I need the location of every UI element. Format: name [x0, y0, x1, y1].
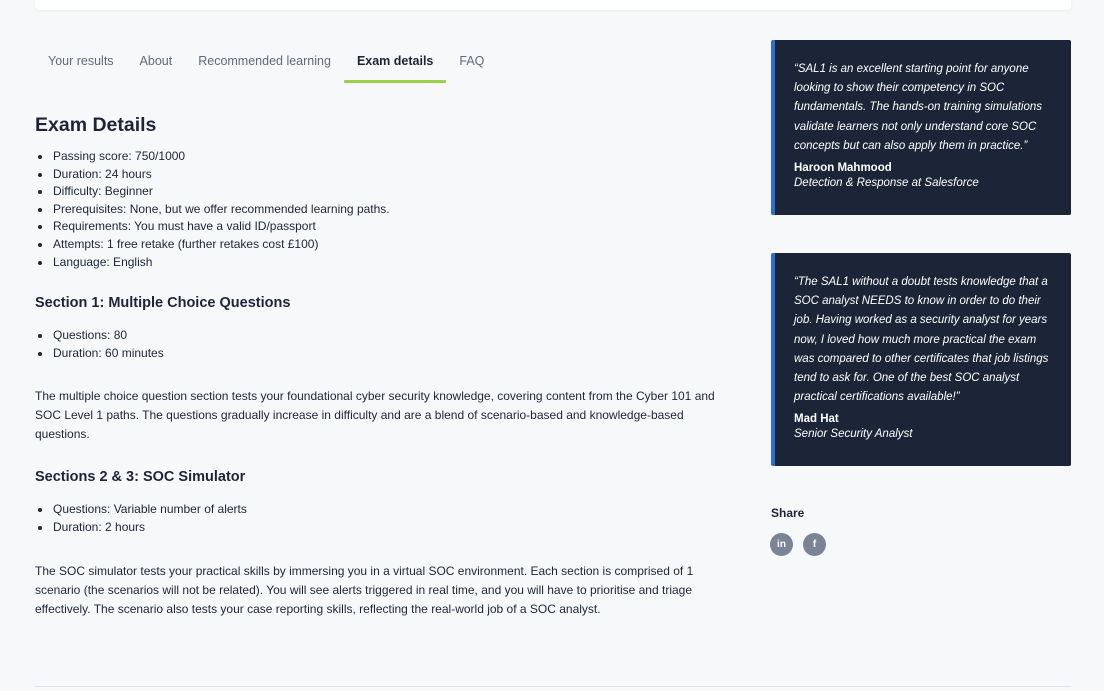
divider	[35, 686, 1071, 687]
list-item: Questions: 80	[35, 327, 725, 345]
list-item: Language: English	[35, 254, 725, 272]
facebook-icon: f	[812, 539, 817, 550]
testimonial-role: Detection & Response at Salesforce	[794, 177, 979, 190]
tab-exam-details[interactable]: Exam details	[344, 50, 446, 83]
page-title: Exam Details	[35, 114, 157, 136]
linkedin-icon: in	[777, 539, 786, 550]
testimonial-card	[771, 40, 1071, 215]
testimonial-quote: “SAL1 is an excellent starting point for anyone looking to show their competency in SOC fundamentals. The hands-on training simulations validate learners not only understand core SOC concepts but can also apply them in practice.”	[794, 63, 1043, 152]
linkedin-share-button[interactable]	[770, 533, 793, 556]
exam-details-content	[35, 114, 725, 619]
tab-faq[interactable]: FAQ	[459, 54, 485, 68]
list-item: Duration: 60 minutes	[35, 345, 725, 363]
tab-your-results[interactable]: Your results	[48, 54, 114, 68]
section2-list	[35, 501, 725, 536]
tab-about[interactable]: About	[139, 54, 173, 68]
section2-description: The SOC simulator tests your practical skills by immersing you in a virtual SOC environment. Each section is comprised of 1 scenario (the scenarios will not be related). You will see alerts triggered in real time, and you will have to prioritise and triage effectively. The scenario also tests your case reporting skills, reflecting the real-world job of a SOC analyst.	[35, 563, 694, 616]
top-card	[35, 0, 1071, 10]
testimonial-quote: “The SAL1 without a doubt tests knowledge that a SOC analyst NEEDS to know in order to do their job. Having worked as a security analyst for years now, I loved how much more practical the exam was compared to other certificates that job listings tend to ask for. One of the best SOC analyst practical certifications available!”	[794, 276, 1049, 404]
list-item: Duration: 2 hours	[35, 519, 725, 537]
testimonial-role: Senior Security Analyst	[794, 428, 913, 441]
list-item: Passing score: 750/1000	[35, 148, 725, 166]
section1-heading: Section 1: Multiple Choice Questions	[35, 295, 291, 312]
list-item: Questions: Variable number of alerts	[35, 501, 725, 519]
section1-list	[35, 327, 725, 362]
tab-bar	[35, 50, 497, 83]
share-title: Share	[771, 506, 805, 520]
testimonial-card	[771, 253, 1071, 466]
list-item: Attempts: 1 free retake (further retakes cost £100)	[35, 236, 725, 254]
exam-details-list	[35, 148, 725, 271]
section2-heading: Sections 2 & 3: SOC Simulator	[35, 469, 246, 486]
list-item: Difficulty: Beginner	[35, 183, 725, 201]
list-item: Prerequisites: None, but we offer recommended learning paths.	[35, 201, 725, 219]
tab-recommended-learning[interactable]: Recommended learning	[198, 54, 331, 68]
section1-description: The multiple choice question section tests your foundational cyber security knowledge, covering content from the Cyber 101 and SOC Level 1 paths. The questions gradually increase in difficulty and are a blend of scenario-based and knowledge-based questions.	[35, 389, 715, 442]
facebook-share-button[interactable]	[803, 533, 826, 556]
list-item: Requirements: You must have a valid ID/passport	[35, 218, 725, 236]
testimonial-name: Mad Hat	[794, 413, 839, 426]
testimonial-name: Haroon Mahmood	[794, 162, 892, 175]
list-item: Duration: 24 hours	[35, 166, 725, 184]
